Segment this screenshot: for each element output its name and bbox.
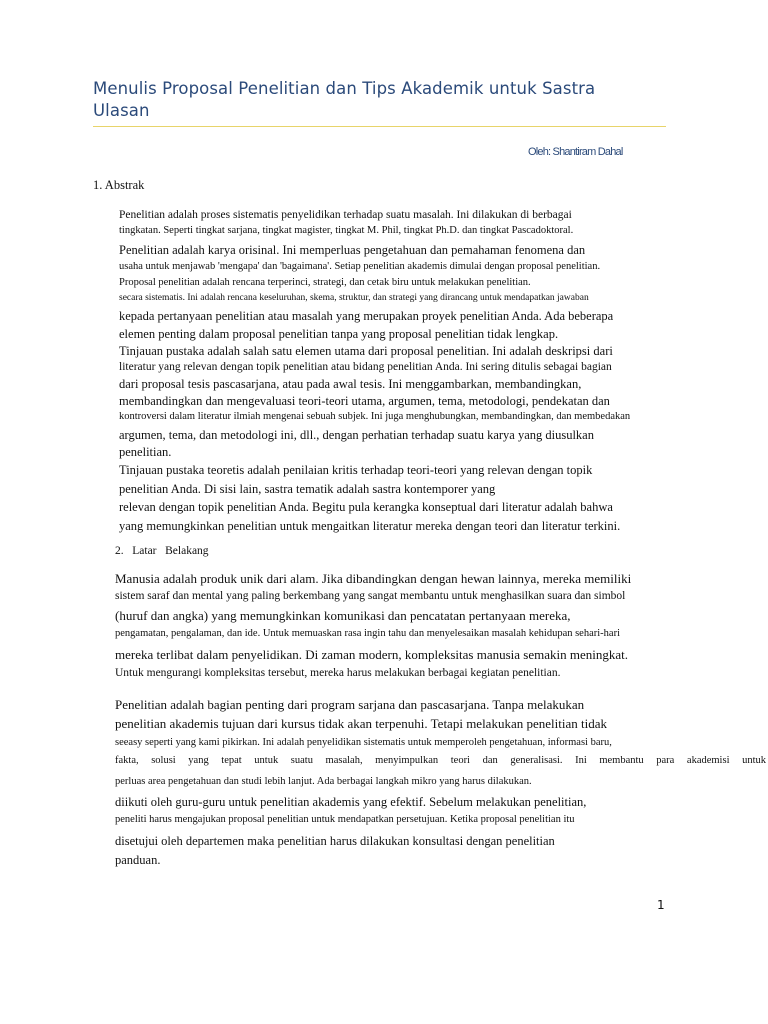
document-title: Menulis Proposal Penelitian dan Tips Akademik untuk Sastra Ulasan (93, 79, 596, 120)
paragraph-line: secara sistematis. Ini adalah rencana keseluruhan, skema, struktur, dan strategi yang dirancang untuk mendapatkan jawaban (119, 293, 589, 303)
paragraph-line: pengamatan, pengalaman, dan ide. Untuk memuaskan rasa ingin tahu dan menyelesaikan masalah kehidupan sehari-hari (115, 628, 620, 639)
section-heading-latar-belakang: 2. Latar Belakang (115, 545, 209, 557)
paragraph-line: literatur yang relevan dengan topik penelitian atau bidang penelitian Anda. Ini sering ditulis sebagai bagian (119, 361, 612, 373)
title-divider (93, 126, 666, 127)
paragraph-line: relevan dengan topik penelitian Anda. Begitu pula kerangka konseptual dari literatur adalah bahwa (119, 500, 613, 514)
paragraph-line: panduan. (115, 853, 161, 867)
paragraph-line: seeasy seperti yang kami pikirkan. Ini adalah penyelidikan sistematis untuk memperoleh pengetahuan, informasi baru, (115, 737, 612, 748)
paragraph-line: sistem saraf dan mental yang paling berkembang yang sangat membantu untuk menghasilkan suara dan simbol (115, 590, 626, 602)
paragraph-line: Penelitian adalah karya orisinal. Ini memperluas pengetahuan dan pemahaman fenomena dan (119, 243, 586, 257)
paragraph-line: Untuk mengurangi kompleksitas tersebut, mereka harus melakukan berbagai kegiatan penelitian. (115, 667, 561, 679)
paragraph-line: (huruf dan angka) yang memungkinkan komunikasi dan pencatatan pertanyaan mereka, (115, 608, 571, 623)
paragraph-line: mereka terlibat dalam penyelidikan. Di zaman modern, kompleksitas manusia semakin meningkat. (115, 647, 628, 662)
page-number: 1 (657, 898, 665, 912)
paragraph-line: perluas area pengetahuan dan studi lebih lanjut. Ada berbagai langkah mikro yang harus dilakukan. (115, 776, 532, 787)
paragraph-line: penelitian. (119, 445, 172, 459)
paragraph-line: diikuti oleh guru-guru untuk penelitian akademis yang efektif. Sebelum melakukan penelitian, (115, 795, 587, 809)
paragraph-line: disetujui oleh departemen maka penelitian harus dilakukan konsultasi dengan penelitian (115, 834, 555, 848)
paragraph-line: yang memungkinkan penelitian untuk mengaitkan literatur mereka dengan teori dan literatur terkini. (119, 519, 621, 533)
paragraph-line: Penelitian adalah proses sistematis penyelidikan terhadap suatu masalah. Ini dilakukan di berbagai (119, 209, 572, 221)
author-byline: Oleh: Shantiram Dahal (528, 146, 623, 158)
section-heading-abstrak: 1. Abstrak (93, 178, 145, 192)
paragraph-line: membandingkan dan mengevaluasi teori-teori utama, argumen, tema, metodologi, pendekatan dan (119, 394, 610, 408)
paragraph-line: kepada pertanyaan penelitian atau masalah yang merupakan proyek penelitian Anda. Ada beberapa (119, 309, 614, 323)
paragraph-line: usaha untuk menjawab 'mengapa' dan 'bagaimana'. Setiap penelitian akademis dimulai dengan proposal penelitian. (119, 261, 601, 272)
paragraph-line: tingkatan. Seperti tingkat sarjana, tingkat magister, tingkat M. Phil, tingkat Ph.D. dan tingkat Pascadoktoral. (119, 225, 574, 236)
paragraph-line: Manusia adalah produk unik dari alam. Jika dibandingkan dengan hewan lainnya, mereka memiliki (115, 571, 632, 586)
paragraph-line: penelitian akademis tujuan dari kursus tidak akan terpenuhi. Tetapi melakukan penelitian tidak (115, 716, 607, 731)
paragraph-line: kontroversi dalam literatur ilmiah mengenai sebuah subjek. Ini juga menghubungkan, membandingkan, dan membedakan (119, 411, 631, 422)
paragraph-line: Tinjauan pustaka adalah salah satu elemen utama dari proposal penelitian. Ini adalah deskripsi dari (119, 344, 613, 358)
paragraph-line: Proposal penelitian adalah rencana terperinci, strategi, dan cetak biru untuk melakukan penelitian. (119, 277, 531, 288)
paragraph-line: peneliti harus mengajukan proposal penelitian untuk mendapatkan persetujuan. Ketika proposal penelitian itu (115, 814, 575, 825)
paragraph-line: Tinjauan pustaka teoretis adalah penilaian kritis terhadap teori-teori yang relevan dengan topik (119, 463, 593, 477)
paragraph-line: fakta, solusi yang tepat untuk suatu masalah, menyimpulkan teori dan generalisasi. Ini membantu para akademisi untuk (115, 755, 766, 766)
paragraph-line: penelitian Anda. Di sisi lain, sastra tematik adalah sastra kontemporer yang (119, 482, 496, 496)
paragraph-line: dari proposal tesis pascasarjana, atau pada awal tesis. Ini menggambarkan, membandingkan, (119, 377, 582, 391)
paragraph-line: argumen, tema, dan metodologi ini, dll., dengan perhatian terhadap suatu karya yang diusulkan (119, 428, 594, 442)
paragraph-line: elemen penting dalam proposal penelitian tanpa yang proposal penelitian tidak lengkap. (119, 327, 559, 341)
paragraph-line: Penelitian adalah bagian penting dari program sarjana dan pascasarjana. Tanpa melakukan (115, 697, 585, 712)
